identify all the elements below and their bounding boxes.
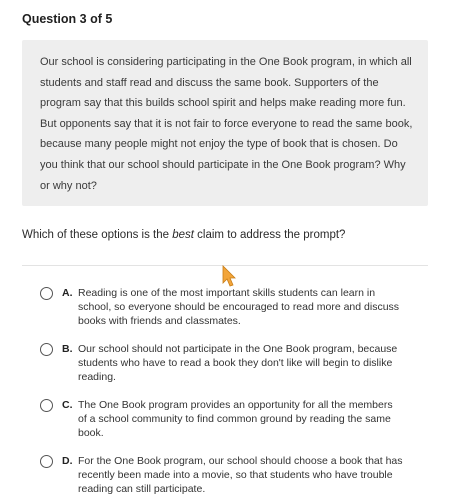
answer-option-b[interactable]	[40, 342, 420, 385]
option-letter: B.	[62, 343, 73, 355]
radio-circle-icon[interactable]	[40, 343, 53, 356]
radio-circle-icon[interactable]	[40, 399, 53, 412]
prompt-box	[22, 40, 428, 206]
radio-circle-icon[interactable]	[40, 455, 53, 468]
option-letter: D.	[62, 455, 73, 467]
option-text: Our school should not participate in the One Book program, because students who have to read a book they don't like will begin to dislike reading.	[78, 343, 398, 384]
stem-text-after: claim to address the prompt?	[193, 229, 346, 241]
question-header: Question 3 of 5	[22, 12, 113, 26]
option-letter: C.	[62, 399, 73, 411]
option-text: The One Book program provides an opportunity for all the members of a school community to find common ground by reading the same book.	[78, 399, 393, 440]
answer-option-d[interactable]	[40, 454, 420, 497]
radio-circle-icon[interactable]	[40, 287, 53, 300]
mouse-pointer-icon	[222, 265, 236, 287]
option-letter: A.	[62, 287, 73, 299]
stem-emphasis: best	[172, 229, 194, 241]
question-stem	[22, 229, 345, 241]
prompt-text: Our school is considering participating in the One Book program, in which all students and staff read and discuss the same book. Supporters of the program say that this builds school spirit and helps make reading more fun. But opponents say that it is not fair to force everyone to read the same book, because many people might not enjoy the type of book that is chosen. Do you think that our school should participate in the One Book program? Why or why not?	[40, 56, 413, 192]
answer-option-a[interactable]	[40, 286, 420, 329]
stem-text-before: Which of these options is the	[22, 229, 173, 241]
option-text: For the One Book program, our school should choose a book that has recently been made into a movie, so that students who have trouble reading can still participate.	[78, 455, 403, 496]
answer-option-c[interactable]	[40, 398, 420, 441]
option-text: Reading is one of the most important skills students can learn in school, so everyone should be encouraged to read more and discuss books with friends and classmates.	[78, 287, 400, 328]
